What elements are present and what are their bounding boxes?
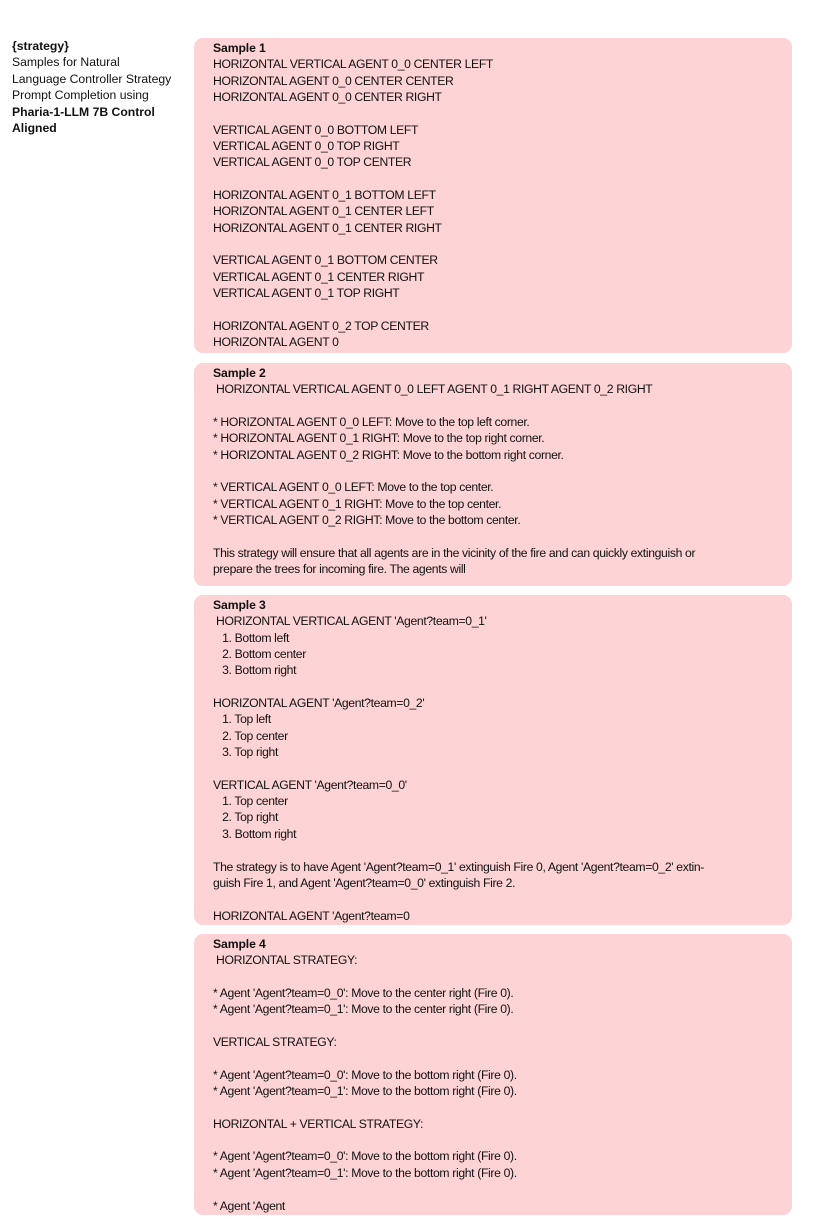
sample-line: * Agent 'Agent?team=0_0': Move to the bottom right (Fire 0). <box>213 1149 517 1164</box>
sample-line: prepare the trees for incoming fire. The agents will <box>213 562 466 577</box>
sample-line: HORIZONTAL VERTICAL AGENT 0_0 LEFT AGENT 0_1 RIGHT AGENT 0_2 RIGHT <box>213 382 653 397</box>
sample-line <box>213 105 780 121</box>
sample-line: HORIZONTAL AGENT 'Agent?team=0 <box>213 908 410 923</box>
sample-line: HORIZONTAL STRATEGY: <box>213 953 358 968</box>
sample-body <box>213 56 780 350</box>
model-name-line: Pharia-1-LLM 7B Control <box>12 104 155 119</box>
sample-line: 2. Top center <box>213 728 288 743</box>
sample-box <box>194 934 792 1215</box>
sample-heading: Sample 2 <box>213 366 266 380</box>
sample-line: * Agent 'Agent <box>213 1198 285 1213</box>
caption-line: Samples for Natural <box>12 55 120 70</box>
sample-line: HORIZONTAL AGENT 0_2 TOP CENTER <box>213 318 429 333</box>
sample-line: HORIZONTAL AGENT 0_1 CENTER LEFT <box>213 204 434 219</box>
sample-line: * HORIZONTAL AGENT 0_2 RIGHT: Move to the bottom right corner. <box>213 447 564 462</box>
sample-line: 1. Top left <box>213 712 271 727</box>
sample-line: * HORIZONTAL AGENT 0_1 RIGHT: Move to the top right corner. <box>213 431 545 446</box>
sample-line: * Agent 'Agent?team=0_0': Move to the bottom right (Fire 0). <box>213 1067 517 1082</box>
sample-line: VERTICAL AGENT 0_1 BOTTOM CENTER <box>213 253 438 268</box>
sample-body <box>213 381 780 577</box>
sample-line: The strategy is to have Agent 'Agent?team=0_1' extinguish Fire 0, Agent 'Agent?team=0_2' extin- <box>213 859 704 874</box>
sample-line <box>213 302 780 318</box>
caption-line: Prompt Completion using <box>12 88 149 103</box>
sample-line: VERTICAL AGENT 0_1 TOP RIGHT <box>213 286 400 301</box>
sample-line: 2. Bottom center <box>213 647 306 662</box>
sample-line: HORIZONTAL AGENT 0_1 BOTTOM LEFT <box>213 188 436 203</box>
sample-line: VERTICAL STRATEGY: <box>213 1035 337 1050</box>
sample-line: HORIZONTAL + VERTICAL STRATEGY: <box>213 1116 424 1131</box>
sample-line: 3. Bottom right <box>213 663 297 678</box>
sample-line <box>213 236 780 252</box>
sample-line: 2. Top right <box>213 810 278 825</box>
sample-line: HORIZONTAL VERTICAL AGENT 'Agent?team=0_1' <box>213 614 487 629</box>
sample-box <box>194 38 792 353</box>
sample-line <box>213 398 780 414</box>
sample-body <box>213 613 780 924</box>
model-name-line: Aligned <box>12 121 57 136</box>
sample-line: VERTICAL AGENT 0_0 TOP CENTER <box>213 155 412 170</box>
sample-line <box>213 679 780 695</box>
sample-line: 3. Top right <box>213 745 278 760</box>
sample-line <box>213 891 780 907</box>
sample-heading: Sample 3 <box>213 598 266 612</box>
sample-line: This strategy will ensure that all agents are in the vicinity of the fire and can quickly extinguish or <box>213 545 696 560</box>
sample-line: VERTICAL AGENT 0_0 TOP RIGHT <box>213 139 400 154</box>
sample-line: * Agent 'Agent?team=0_0': Move to the center right (Fire 0). <box>213 986 514 1001</box>
sample-line: 1. Top center <box>213 794 288 809</box>
strategy-tag: {strategy} <box>12 39 69 53</box>
sidebar-caption <box>12 38 184 136</box>
sample-line <box>213 463 780 479</box>
sample-line: HORIZONTAL AGENT 0_1 CENTER RIGHT <box>213 220 442 235</box>
sample-line: VERTICAL AGENT 0_0 BOTTOM LEFT <box>213 122 419 137</box>
sample-line: * VERTICAL AGENT 0_2 RIGHT: Move to the bottom center. <box>213 513 521 528</box>
sample-line: * Agent 'Agent?team=0_1': Move to the bottom right (Fire 0). <box>213 1165 517 1180</box>
sample-line <box>213 528 780 544</box>
sample-line: HORIZONTAL AGENT 0 <box>213 335 339 350</box>
sample-heading: Sample 4 <box>213 937 266 951</box>
sample-line <box>213 1181 780 1197</box>
sample-line <box>213 1132 780 1148</box>
sample-body <box>213 952 780 1214</box>
sample-line <box>213 171 780 187</box>
sample-line: HORIZONTAL AGENT 'Agent?team=0_2' <box>213 696 425 711</box>
sample-line: HORIZONTAL AGENT 0_0 CENTER CENTER <box>213 73 454 88</box>
sample-line <box>213 842 780 858</box>
sample-box <box>194 363 792 586</box>
sample-line: * Agent 'Agent?team=0_1': Move to the bottom right (Fire 0). <box>213 1084 517 1099</box>
sample-line: 1. Bottom left <box>213 630 290 645</box>
caption-line: Language Controller Strategy <box>12 71 172 86</box>
sample-line <box>213 1018 780 1034</box>
sample-line: VERTICAL AGENT 'Agent?team=0_0' <box>213 777 407 792</box>
sample-line: 3. Bottom right <box>213 826 297 841</box>
sample-line: HORIZONTAL AGENT 0_0 CENTER RIGHT <box>213 90 442 105</box>
sample-line <box>213 1050 780 1066</box>
sample-line: * VERTICAL AGENT 0_1 RIGHT: Move to the top center. <box>213 496 502 511</box>
sample-line <box>213 969 780 985</box>
sample-box <box>194 595 792 925</box>
sample-line <box>213 760 780 776</box>
sample-line: guish Fire 1, and Agent 'Agent?team=0_0' extinguish Fire 2. <box>213 875 516 890</box>
sample-line: HORIZONTAL VERTICAL AGENT 0_0 CENTER LEFT <box>213 57 494 72</box>
sample-line: * HORIZONTAL AGENT 0_0 LEFT: Move to the top left corner. <box>213 415 530 430</box>
sample-heading: Sample 1 <box>213 41 266 55</box>
sample-line: VERTICAL AGENT 0_1 CENTER RIGHT <box>213 269 425 284</box>
sample-line <box>213 1099 780 1115</box>
sample-line: * VERTICAL AGENT 0_0 LEFT: Move to the top center. <box>213 480 494 495</box>
sample-line: * Agent 'Agent?team=0_1': Move to the center right (Fire 0). <box>213 1002 514 1017</box>
